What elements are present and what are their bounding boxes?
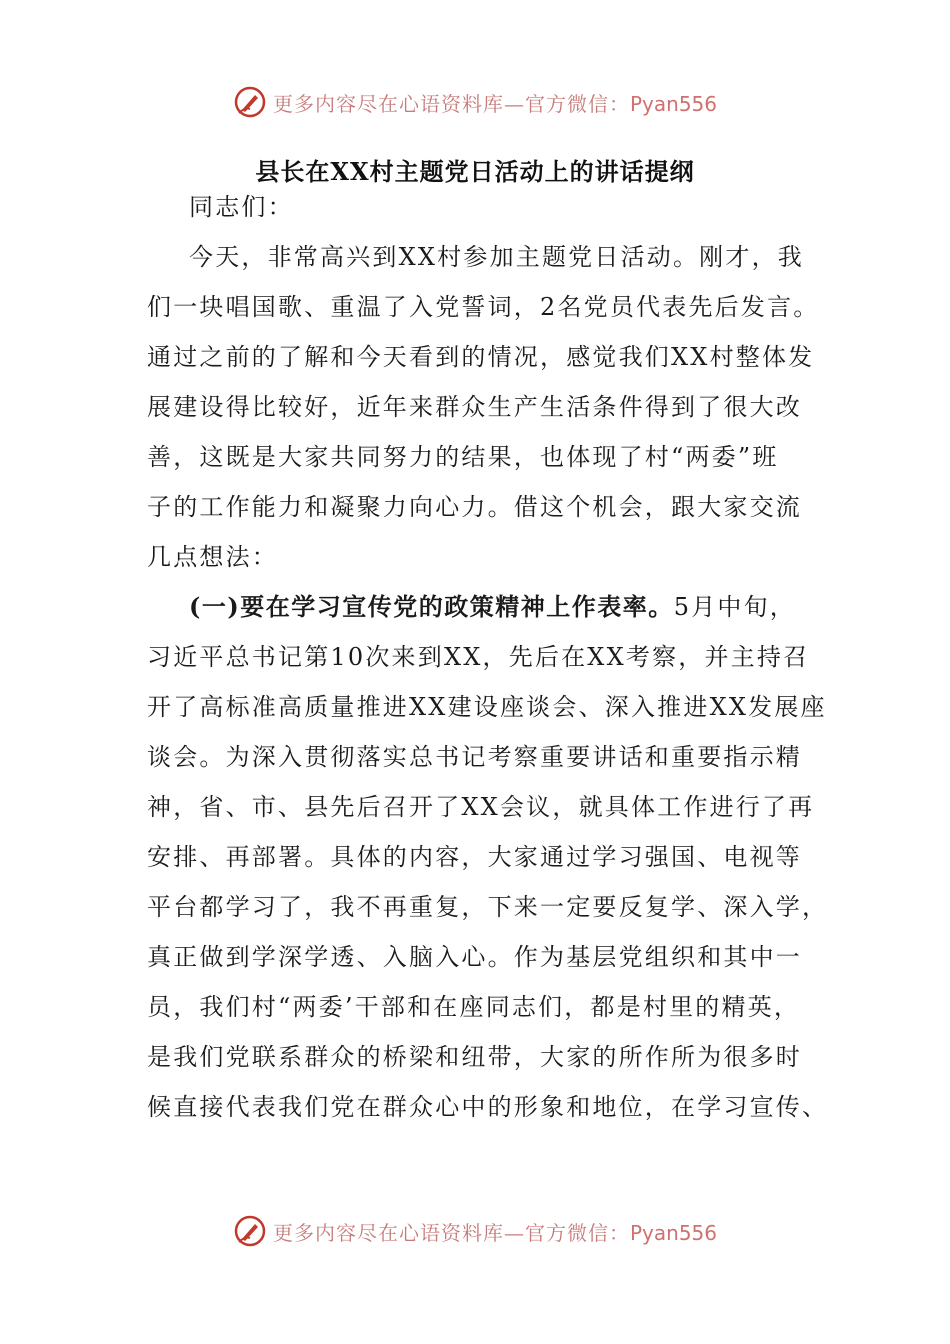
paragraph-line: 展建设得比较好，近年来群众生产生活条件得到了很大改	[147, 393, 802, 421]
paragraph-line: 真正做到学深学透、入脑入心。作为基层党组织和其中一	[147, 943, 802, 971]
paragraph-line: 是我们党联系群众的桥梁和纽带，大家的所作所为很多时	[147, 1043, 802, 1071]
pen-logo-icon	[233, 85, 267, 119]
document-title: 县长在XX村主题党日活动上的讲话提纲	[255, 157, 695, 186]
section-heading: (一)要在学习宣传党的政策精神上作表率。	[189, 592, 674, 621]
paragraph-line: 子的工作能力和凝聚力向心力。借这个机会，跟大家交流	[147, 493, 802, 521]
section-lead: 5月中旬，	[673, 593, 796, 621]
paragraph-line: 安排、再部署。具体的内容，大家通过学习强国、电视等	[147, 843, 802, 871]
paragraph-line: 习近平总书记第10次来到XX，先后在XX考察，并主持召	[147, 643, 810, 671]
paragraph-line: 谈会。为深入贯彻落实总书记考察重要讲话和重要指示精	[147, 743, 802, 771]
paragraph-line: 几点想法：	[147, 543, 278, 571]
paragraph-line: 们一块唱国歌、重温了入党誓词，2名党员代表先后发言。	[147, 293, 820, 321]
section-heading-line	[147, 582, 807, 632]
salutation: 同志们：	[189, 193, 294, 221]
watermark-wechat-id: Pyan556	[629, 1220, 717, 1245]
watermark-text: 更多内容尽在心语资料库—官方微信：Pyan556	[272, 91, 717, 116]
watermark-header	[0, 80, 950, 124]
paragraph-line: 员，我们村“两委’干部和在座同志们，都是村里的精英，	[147, 993, 801, 1021]
paragraph-line: 开了高标准高质量推进XX建设座谈会、深入推进XX发展座	[147, 693, 827, 721]
paragraph-line: 今天，非常高兴到XX村参加主题党日活动。刚才，我	[189, 243, 804, 271]
watermark-wechat-id: Pyan556	[629, 91, 717, 116]
watermark-text: 更多内容尽在心语资料库—官方微信：Pyan556	[272, 1220, 717, 1245]
paragraph-line: 候直接代表我们党在群众心中的形象和地位，在学习宣传、	[147, 1093, 829, 1121]
pen-logo-icon	[233, 1214, 267, 1248]
watermark-footer	[0, 1209, 950, 1253]
paragraph-line: 善，这既是大家共同努力的结果，也体现了村“两委”班	[147, 443, 779, 471]
document-body	[147, 182, 829, 1132]
paragraph-line: 平台都学习了，我不再重复，下来一定要反复学、深入学，	[147, 893, 829, 921]
paragraph-line: 通过之前的了解和今天看到的情况，感觉我们XX村整体发	[147, 343, 815, 371]
paragraph-line: 神，省、市、县先后召开了XX会议，就具体工作进行了再	[147, 793, 815, 821]
